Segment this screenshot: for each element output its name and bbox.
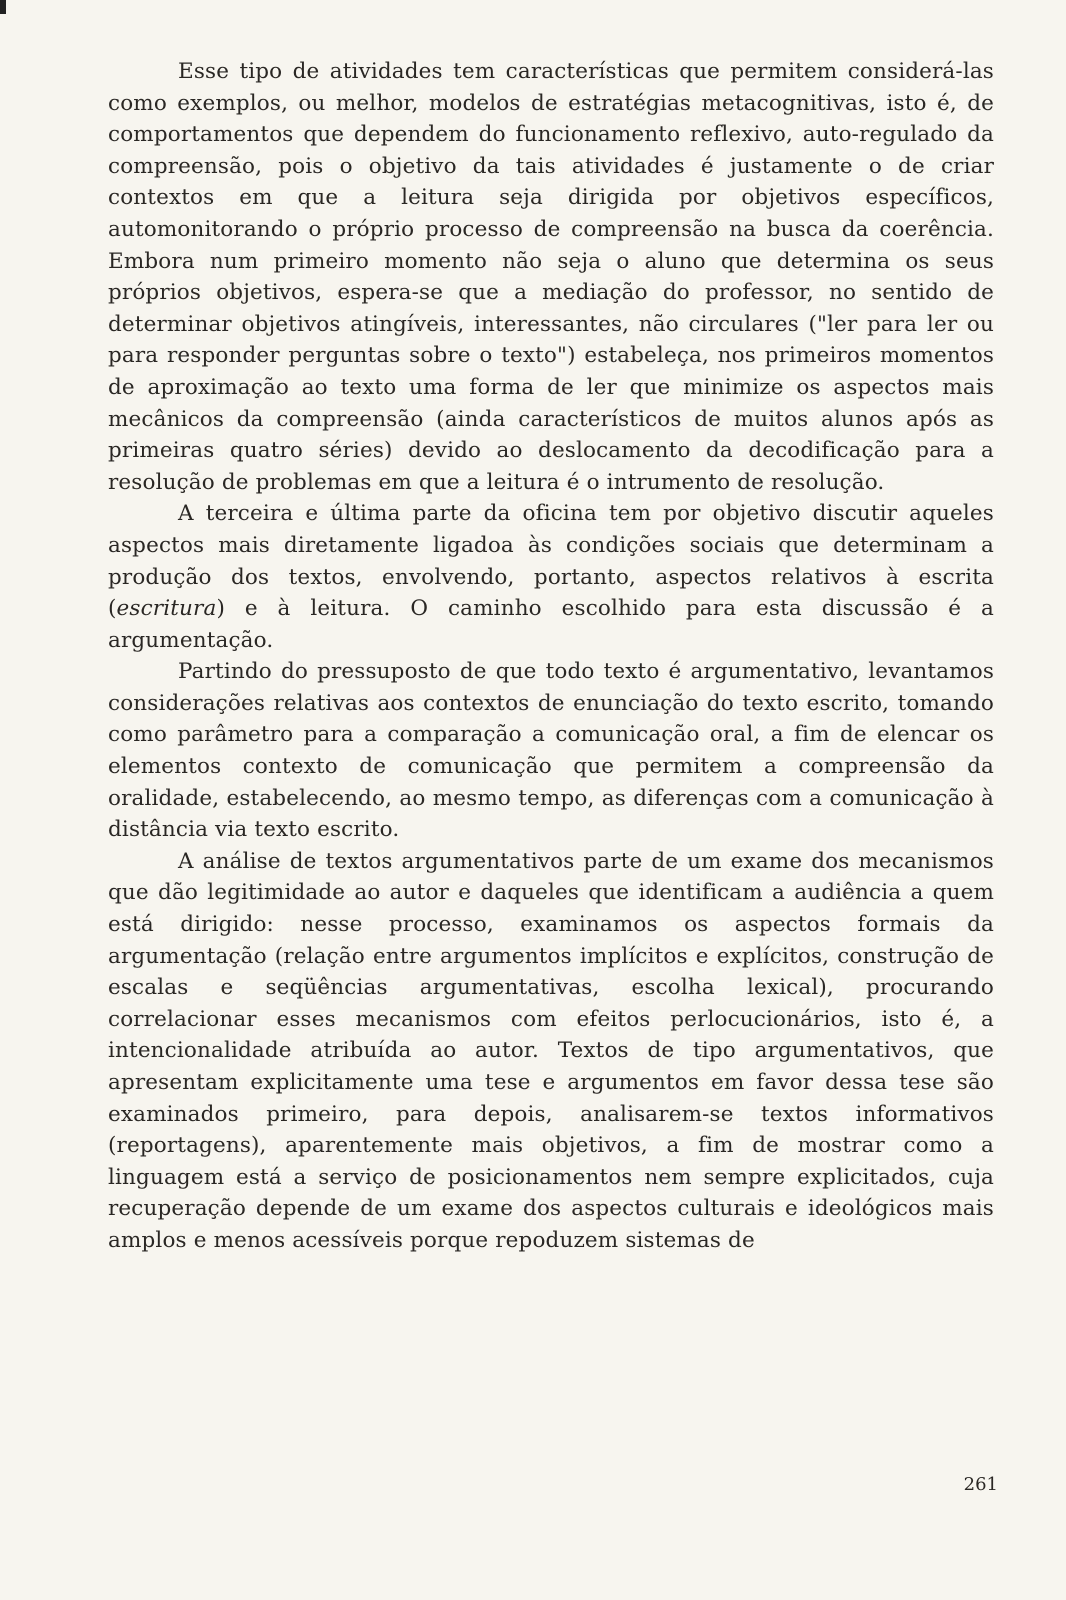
body-text <box>108 56 994 1257</box>
page-number: 261 <box>963 1474 998 1495</box>
paragraph-4 <box>108 846 994 1257</box>
paragraph-1-text: Esse tipo de atividades tem características que permitem considerá-las como exemplos, ou melhor, modelos de estratégias metacognitivas, isto é, de comportamentos que dependem do funcionamento reflexivo, auto-regulado da compreensão, pois o objetivo da tais atividades é justamente o de criar contextos em que a leitura seja dirigida por objetivos específicos, automonitorando o próprio processo de compreensão na busca da coerência. Embora num primeiro momento não seja o aluno que determina os seus próprios objetivos, espera-se que a mediação do professor, no sentido de determinar objetivos atingíveis, interessantes, não circulares ("ler para ler ou para responder perguntas sobre o texto") estabeleça, nos primeiros momentos de aproximação ao texto uma forma de ler que minimize os aspectos mais mecânicos da compreensão (ainda característicos de muitos alunos após as primeiras quatro séries) devido ao deslocamento da decodificação para a resolução de problemas em que a leitura é o intrumento de resolução. <box>108 59 994 495</box>
paragraph-3 <box>108 656 994 846</box>
scan-edge-mark <box>0 0 6 14</box>
paragraph-2-text-end: ) e à leitura. O caminho escolhido para esta discussão é a argumentação. <box>108 596 994 653</box>
paragraph-4-text: A análise de textos argumentativos parte de um exame dos mecanismos que dão legitimidade ao autor e daqueles que identificam a audiência a quem está dirigido: nesse processo, examinamos os aspectos formais da argumentação (relação entre argumentos implícitos e explícitos, construção de escalas e seqüências argumentativas, escolha lexical), procurando correlacionar esses mecanismos com efeitos perlocucionários, isto é, a intencionalidade atribuída ao autor. Textos de tipo argumentativos, que apresentam explicitamente uma tese e argumentos em favor dessa tese são examinados primeiro, para depois, analisarem-se textos informativos (reportagens), aparentemente mais objetivos, a fim de mostrar como a linguagem está a serviço de posicionamentos nem sempre explicitados, cuja recuperação depende de um exame dos aspectos culturais e ideológicos mais amplos e menos acessíveis porque repoduzem sistemas de <box>108 848 994 1253</box>
paragraph-2-italic-term: escritura <box>116 596 217 622</box>
paragraph-3-text: Partindo do pressuposto de que todo texto é argumentativo, levantamos considerações relativas aos contextos de enunciação do texto escrito, tomando como parâmetro para a comparação a comunicação oral, a fim de elencar os elementos contexto de comunicação que permitem a compreensão da oralidade, estabelecendo, ao mesmo tempo, as diferenças com a comunicação à distância via texto escrito. <box>108 659 994 843</box>
paragraph-2-text-start: A terceira e última parte da oficina tem por objetivo discutir aqueles aspectos mais diretamente ligadoa às condições sociais que determinam a produção dos textos, envolvendo, portanto, aspectos relativos à escrita ( <box>108 501 994 622</box>
paragraph-1 <box>108 56 994 498</box>
paragraph-2 <box>108 498 994 656</box>
